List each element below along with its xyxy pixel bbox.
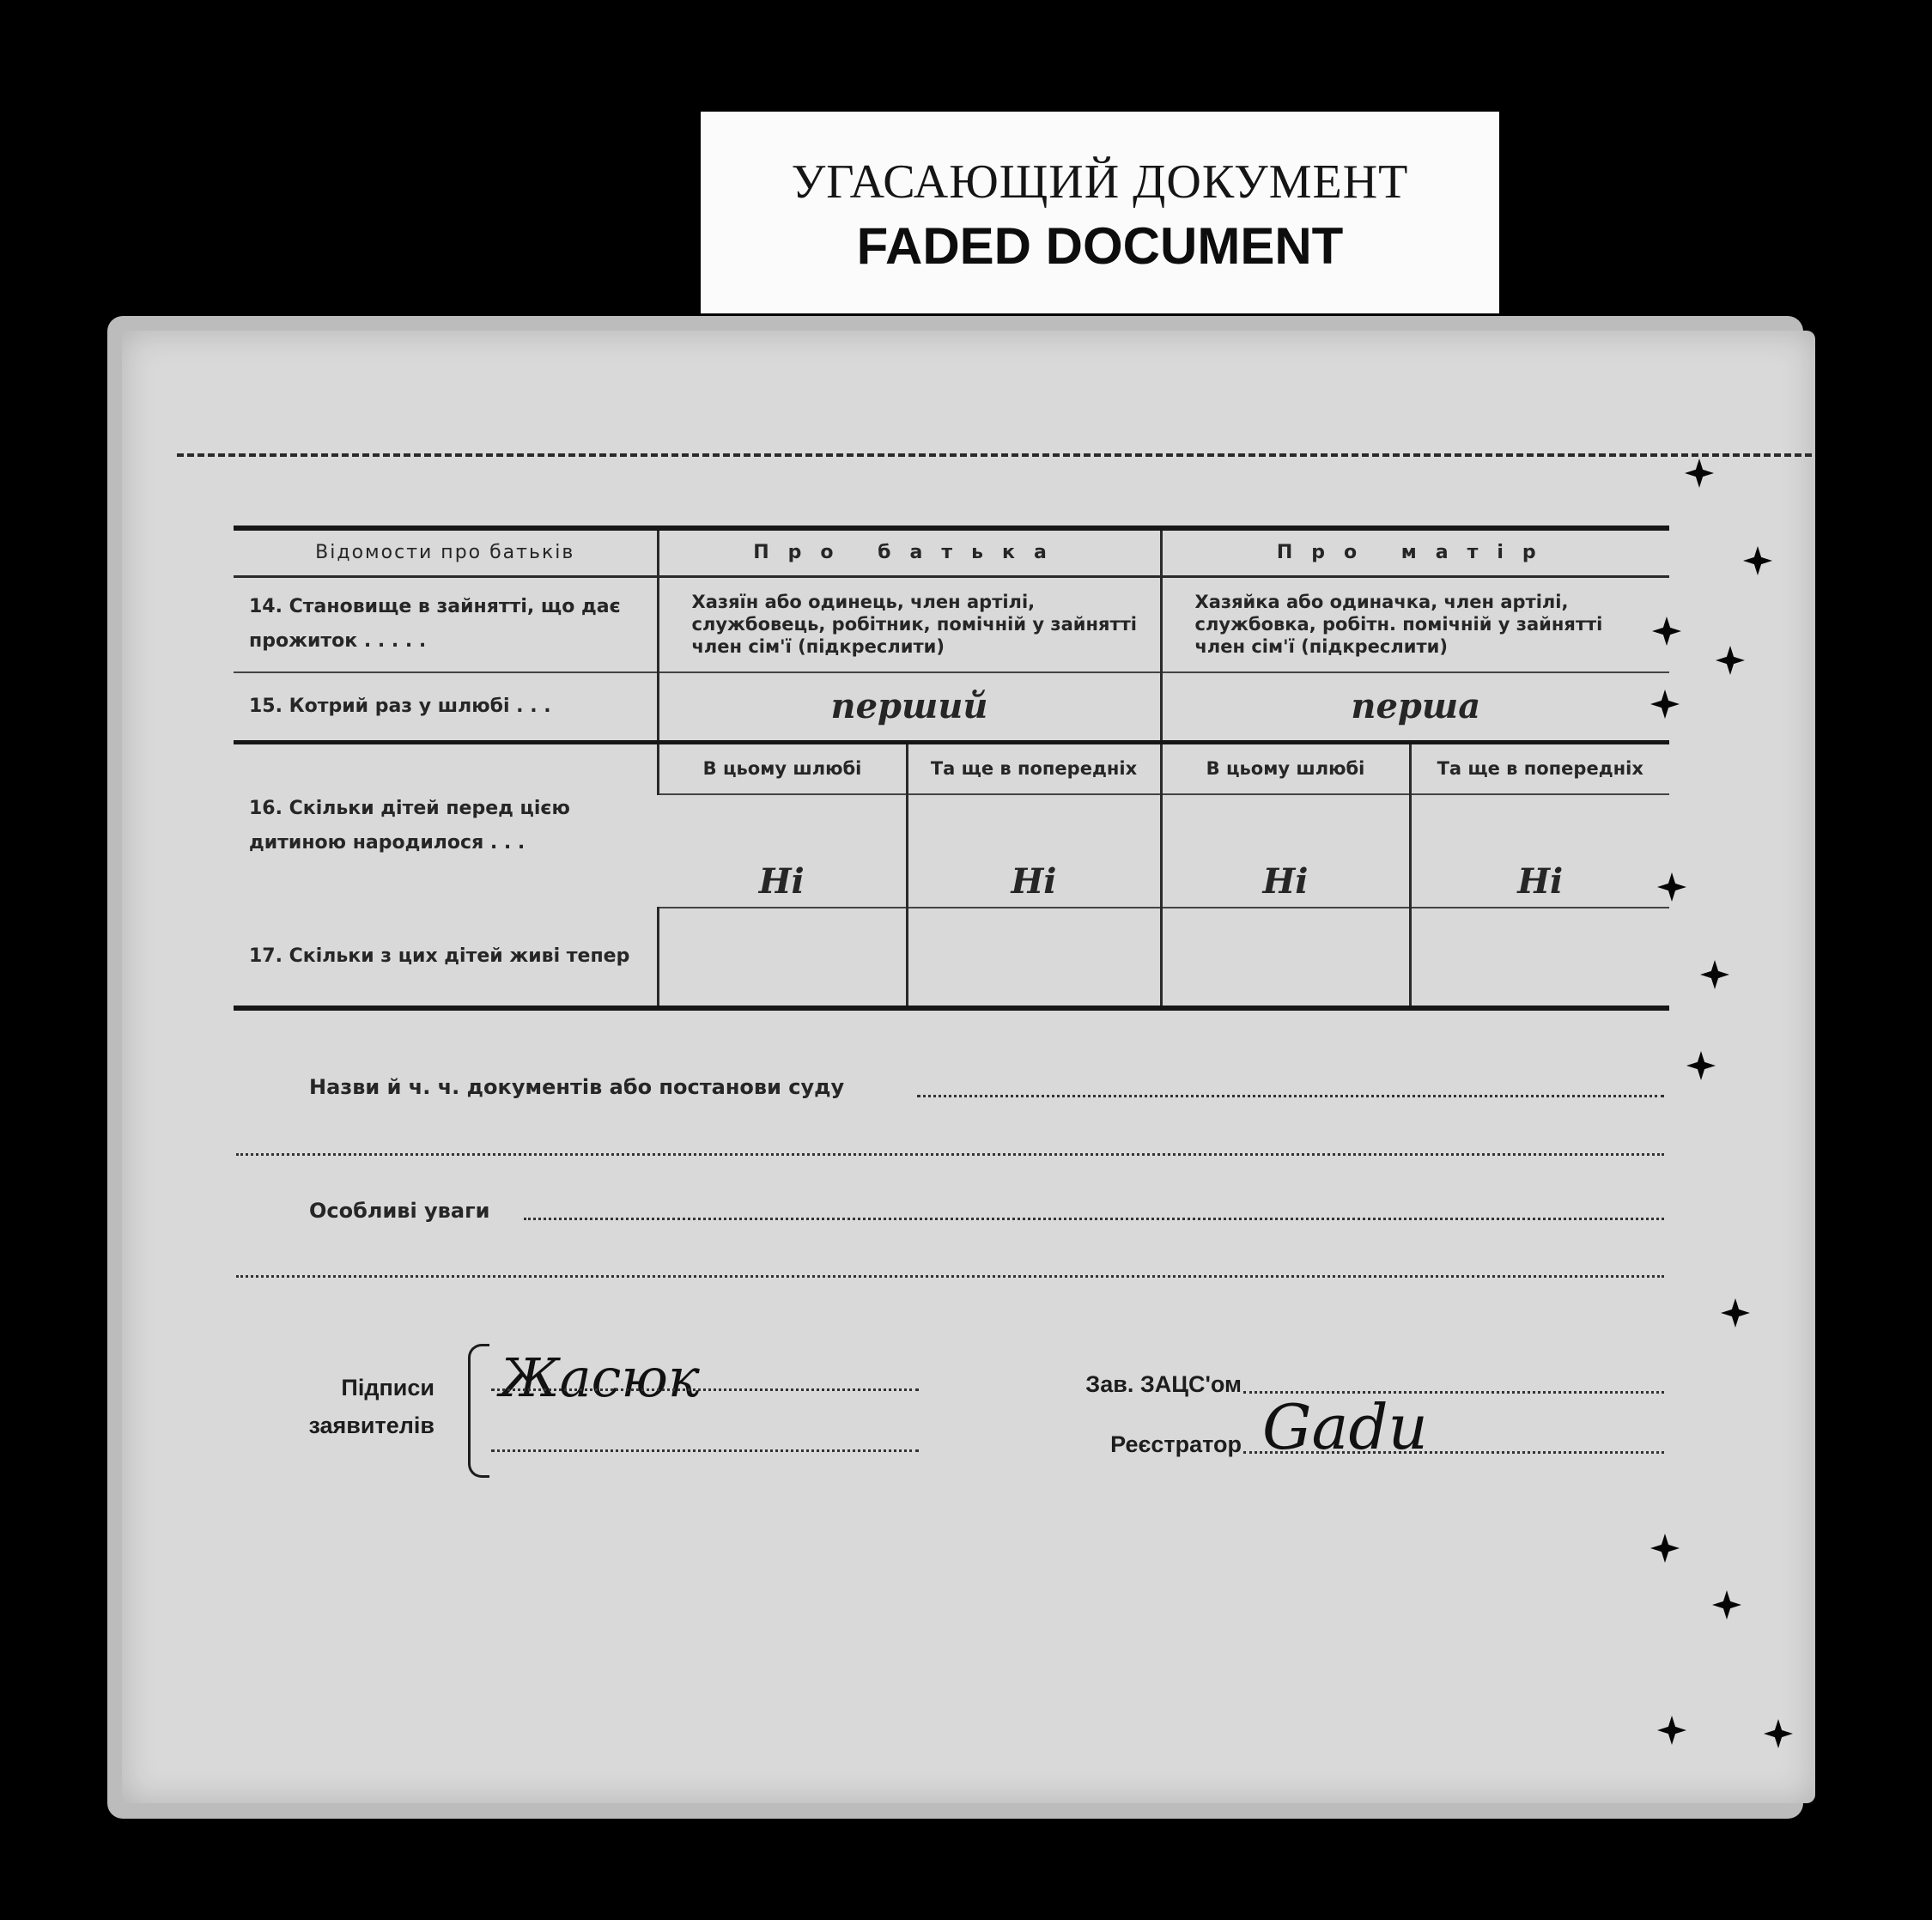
parents-info-table: [234, 526, 1669, 1011]
registrar-label: Реєстратор: [1110, 1431, 1242, 1457]
applicant-signature-line-1: [491, 1388, 919, 1391]
q16-mother-this-marriage: Ні: [1161, 794, 1410, 908]
subhead-father-previous: Та ще в попередніх: [907, 743, 1161, 794]
subhead-father-this-marriage: В цьому шлюбі: [658, 743, 907, 794]
applicants-label-line1: Підписи: [341, 1375, 434, 1401]
header-parents-info: Відомости про батьків: [234, 528, 658, 576]
subhead-mother-previous: Та ще в попередніх: [1410, 743, 1669, 794]
archive-label-english: FADED DOCUMENT: [856, 217, 1344, 275]
applicants-label: [283, 1369, 434, 1444]
q16-mother-previous: Ні: [1410, 794, 1669, 908]
documents-line: [917, 1095, 1664, 1097]
q15-father-answer: перший: [658, 672, 1161, 743]
q16-father-previous: Ні: [907, 794, 1161, 908]
q14-mother-options: Хазяйка або одиначка, член артілі, службовка, робітн. помічній у зайнятті член сім'ї (підкреслити): [1161, 576, 1669, 672]
q14-label: 14. Становище в зайнятті, що дає прожиток . . . . .: [234, 576, 658, 672]
archive-label-card: [701, 112, 1499, 313]
registrar-signature: Gadu: [1262, 1391, 1428, 1463]
q17-label: 17. Скільки з цих дітей живі тепер: [249, 945, 630, 967]
q15-mother-answer: перша: [1161, 672, 1669, 743]
q16-father-this-marriage: Ні: [658, 794, 907, 908]
applicants-label-line2: заявителів: [308, 1413, 434, 1438]
remarks-line-2: [236, 1275, 1664, 1278]
subhead-mother-this-marriage: В цьому шлюбі: [1161, 743, 1410, 794]
applicants-brace: [468, 1344, 489, 1478]
remarks-label: Особливі уваги: [309, 1199, 490, 1223]
q17-mother-previous: [1410, 908, 1669, 1008]
q17-mother-this-marriage: [1161, 908, 1410, 1008]
documents-label: Назви й ч. ч. документів або постанови суду: [309, 1075, 845, 1099]
q14-father-options: Хазяїн або одинець, член артілі, службовець, робітник, помічній у зайнятті член сім'ї (підкреслити): [658, 576, 1161, 672]
remarks-line: [524, 1218, 1664, 1220]
documents-line-2: [236, 1153, 1664, 1156]
head-of-office-label: Зав. ЗАЦС'ом: [1085, 1371, 1242, 1397]
applicant-signature: Жасюк: [500, 1346, 700, 1409]
q17-father-previous: [907, 908, 1161, 1008]
applicant-signature-line-2: [491, 1449, 919, 1452]
q15-label: 15. Котрий раз у шлюбі . . .: [234, 672, 658, 743]
header-about-mother: Про матір: [1161, 528, 1669, 576]
q17-father-this-marriage: [658, 908, 907, 1008]
q16-label: 16. Скільки дітей перед цією дитиною народилося . . .: [249, 797, 570, 854]
archive-label-russian: УГАСАЮЩИЙ ДОКУМЕНТ: [791, 155, 1409, 209]
header-about-father: Про батька: [658, 528, 1161, 576]
perforation-line: [177, 453, 1812, 457]
